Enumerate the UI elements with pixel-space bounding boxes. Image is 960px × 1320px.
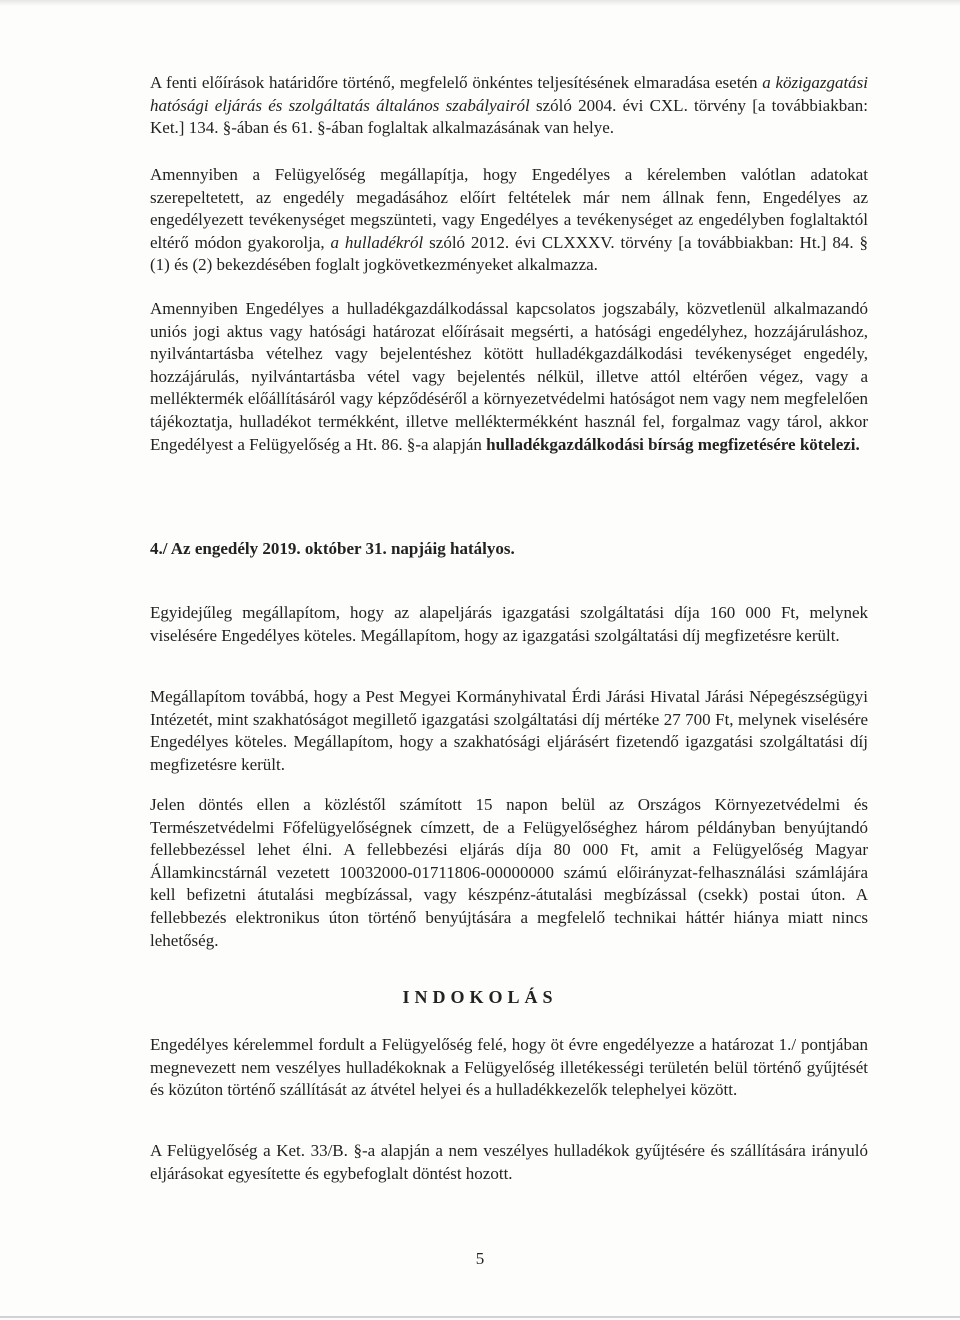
scan-bottom-edge	[0, 1316, 960, 1318]
paragraph-enforcement-text-c: szóló 2004. évi CXL. törvény [a továbbiakban: Ket.] 134. §-ában és 61. §-ában foglaltak alkalmazásának van helye.	[150, 95, 868, 138]
paragraph-fine-bold: hulladékgazdálkodási bírság megfizetésére kötelezi.	[486, 434, 860, 454]
paragraph-request: Engedélyes kérelemmel fordult a Felügyelőség felé, hogy öt évre engedélyezze a határozat 1./ pontjában megnevezett nem veszélyes hulladékoknak a Felügyelőség illetékességi területén belül történő gyűjtését és közúton történő szállítását az átvétel helyei és a hulladékkezelők telephelyei között.	[150, 1035, 868, 1100]
page-number: 5	[475, 1249, 485, 1268]
section-heading-validity: 4./ Az engedély 2019. október 31. napjáig hatályos.	[150, 539, 515, 558]
paragraph-service-fee: Egyidejűleg megállapítom, hogy az alapeljárás igazgatási szolgáltatási díja 160 000 Ft, melynek viselésére Engedélyes köteles. Megállapítom, hogy az igazgatási szolgáltatási díj megfizetésre került.	[150, 603, 868, 645]
paragraph-authority-fee: Megállapítom továbbá, hogy a Pest Megyei Kormányhivatal Érdi Járási Hivatal Járási Népegészségügyi Intézetét, mint szakhatóságot megillető igazgatási szolgáltatási díj mértéke 27 700 Ft, melynek viselésére Engedélyes köteles. Megállapítom, hogy a szakhatósági eljárásért fizetendő igazgatási szolgáltatási díj megfizetésre került.	[150, 687, 868, 774]
paragraph-enforcement-text-a: A fenti előírások határidőre történő, megfelelő önkéntes teljesítésének elmaradása esetén	[150, 73, 763, 92]
paragraph-fine	[150, 298, 868, 456]
paragraph-consequences	[150, 164, 868, 277]
paragraph-consequences-law-title: a hulladékról	[330, 232, 424, 252]
paragraph-merge-procedures: A Felügyelőség a Ket. 33/B. §-a alapján a nem veszélyes hulladékok gyűjtésére és szállítására irányuló eljárásokat egyesítette és egybefoglalt döntést hozott.	[150, 1141, 868, 1183]
paragraph-enforcement	[150, 72, 868, 140]
paragraph-consequences-text-c: szóló 2012. évi CLXXXV. törvény [a továbbiakban: Ht.] 84. § (1) és (2) bekezdésében foglalt jogkövetkezményeket alkalmazza.	[150, 232, 868, 275]
heading-indokolas: INDOKOLÁS	[402, 987, 558, 1007]
paragraph-consequences-text-a: Amennyiben a Felügyelőség megállapítja, hogy Engedélyes a kérelemben valótlan adatokat szerepeltetett, az engedély megadásához előírt feltételek már nem állnak fenn, Engedélyes az engedélyezett tevékenységet megszünteti, vagy Engedélyes a tevékenységet az engedélyben foglaltaktól eltérő módon gyakorolja,	[150, 165, 868, 252]
scan-top-edge	[0, 0, 960, 6]
paragraph-fine-text: Amennyiben Engedélyes a hulladékgazdálkodással kapcsolatos jogszabály, közvetlenül alkalmazandó uniós jogi aktus vagy hatósági határozat előírásait megsérti, a hatósági engedélyhez, hozzájáruláshoz, nyilvántartásba vételhez vagy bejelentéshez kötött hulladékgazdálkodási tevékenységet engedély, hozzájárulás, nyilvántartásba vétel vagy bejelentés nélkül, illetve attól eltérően végez, vagy a melléktermék előállításáról vagy képződéséről a környezetvédelmi hatóságot nem vagy nem megfelelően tájékoztatja, hulladékot termékként, illetve melléktermékként használ fel, forgalmaz vagy tárol, akkor Engedélyest a Felügyelőség a Ht. 86. §-a alapján	[150, 299, 868, 454]
paragraph-appeal: Jelen döntés ellen a közléstől számított 15 napon belül az Országos Környezetvédelmi és Természetvédelmi Főfelügyelőségnek címzett, de a Felügyelőséghez három példányban benyújtandó fellebbezéssel lehet élni. A fellebbezési eljárás díja 80 000 Ft, amit a Felügyelőség Magyar Államkincstárnál vezetett 10032000-01711806-00000000 számú előirányzat-felhasználási számlájára kell befizetni átutalási megbízással, vagy készpénz-átutalási megbízással (csekk) postai úton. A fellebbezés elektronikus úton történő benyújtására a megfelelő technikai háttér hiánya miatt nincs lehetőség.	[150, 795, 868, 950]
paragraph-enforcement-law-title: a közigazgatási hatósági eljárás és szolgáltatás általános szabályairól	[150, 73, 869, 115]
